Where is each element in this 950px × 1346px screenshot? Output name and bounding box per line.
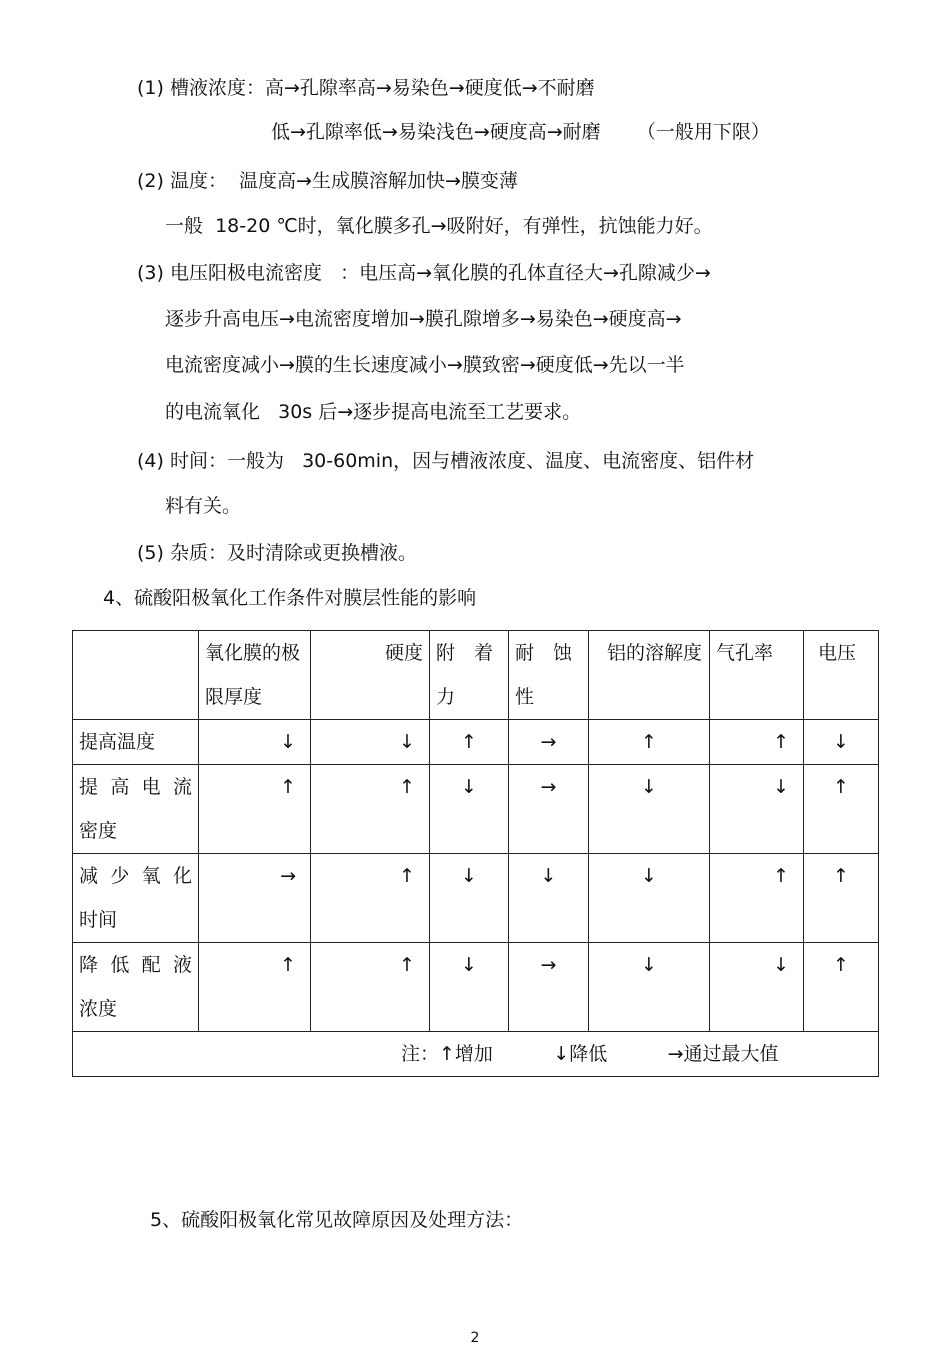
effect-cell: ↓ [509,854,589,943]
effect-cell: ↑ [589,720,710,765]
table-row [73,765,879,854]
effect-cell: ↓ [430,765,509,854]
effect-cell: ↓ [710,943,804,1032]
para-3-line-2: 逐步升高电压→电流密度增加→膜孔隙增多→易染色→硬度高→ [165,308,682,330]
header-cell: 氧化膜的极限厚度 [199,631,311,720]
header-cell: 气孔率 [710,631,804,720]
para-1-line-1: (1) 槽液浓度：高→孔隙率高→易染色→硬度低→不耐磨 [137,77,595,99]
page-number: 2 [470,1330,480,1346]
header-cell: 耐 蚀性 [509,631,589,720]
effects-table [72,630,879,1077]
effect-cell: ↑ [199,943,311,1032]
effect-cell: ↑ [804,943,879,1032]
row-label: 降 低 配 液浓度 [73,943,199,1032]
effect-cell: ↓ [199,720,311,765]
effect-cell: ↑ [311,943,430,1032]
effect-cell: ↓ [589,943,710,1032]
header-cell [73,631,199,720]
para-2-line-2: 一般 18-20 ℃时，氧化膜多孔→吸附好，有弹性，抗蚀能力好。 [165,215,713,237]
row-label: 提 高 电 流密度 [73,765,199,854]
effect-cell: → [199,854,311,943]
effect-cell: ↓ [430,943,509,1032]
header-cell: 铝的溶解度 [589,631,710,720]
table-row [73,943,879,1032]
header-cell: 附 着力 [430,631,509,720]
effect-cell: ↑ [804,854,879,943]
effect-cell: ↑ [311,765,430,854]
section-4-heading: 4、硫酸阳极氧化工作条件对膜层性能的影响 [103,587,477,609]
header-cell: 硬度 [311,631,430,720]
para-4-line-1: (4) 时间：一般为 30-60min，因与槽液浓度、温度、电流密度、铝件材 [137,450,755,472]
effect-cell: ↓ [589,765,710,854]
effect-cell: ↓ [311,720,430,765]
para-3-line-1: (3) 电压阳极电流密度 ：电压高→氧化膜的孔体直径大→孔隙减少→ [137,262,711,284]
effect-cell: ↑ [804,765,879,854]
effect-cell: → [509,720,589,765]
effect-cell: ↓ [430,854,509,943]
para-2-line-1: (2) 温度： 温度高→生成膜溶解加快→膜变薄 [137,170,518,192]
row-label: 减 少 氧 化时间 [73,854,199,943]
table-note [73,1032,879,1077]
table-header-row [73,631,879,720]
para-3-line-3: 电流密度减小→膜的生长速度减小→膜致密→硬度低→先以一半 [165,354,685,376]
para-4-line-2: 料有关。 [165,495,242,517]
legend-note: 注：↑增加 ↓降低 →通过最大值 [401,1043,779,1065]
row-label: 提高温度 [73,720,199,765]
table-row [73,720,879,765]
table-note-row [73,1032,879,1077]
table-row [73,854,879,943]
effect-cell: → [509,765,589,854]
effect-cell: → [509,943,589,1032]
effect-cell: ↑ [199,765,311,854]
effect-cell: ↑ [710,854,804,943]
effect-cell: ↓ [589,854,710,943]
effect-cell: ↑ [430,720,509,765]
para-3-line-4: 的电流氧化 30s 后→逐步提高电流至工艺要求。 [165,401,582,423]
section-5-heading: 5、硫酸阳极氧化常见故障原因及处理方法： [150,1209,524,1231]
effect-cell: ↓ [804,720,879,765]
para-5-line-1: (5) 杂质：及时清除或更换槽液。 [137,542,417,564]
para-1-line-2: 低→孔隙率低→易染浅色→硬度高→耐磨 （一般用下限） [271,121,770,143]
effect-cell: ↑ [311,854,430,943]
header-cell: 电压 [804,631,879,720]
effect-cell: ↓ [710,765,804,854]
effect-cell: ↑ [710,720,804,765]
